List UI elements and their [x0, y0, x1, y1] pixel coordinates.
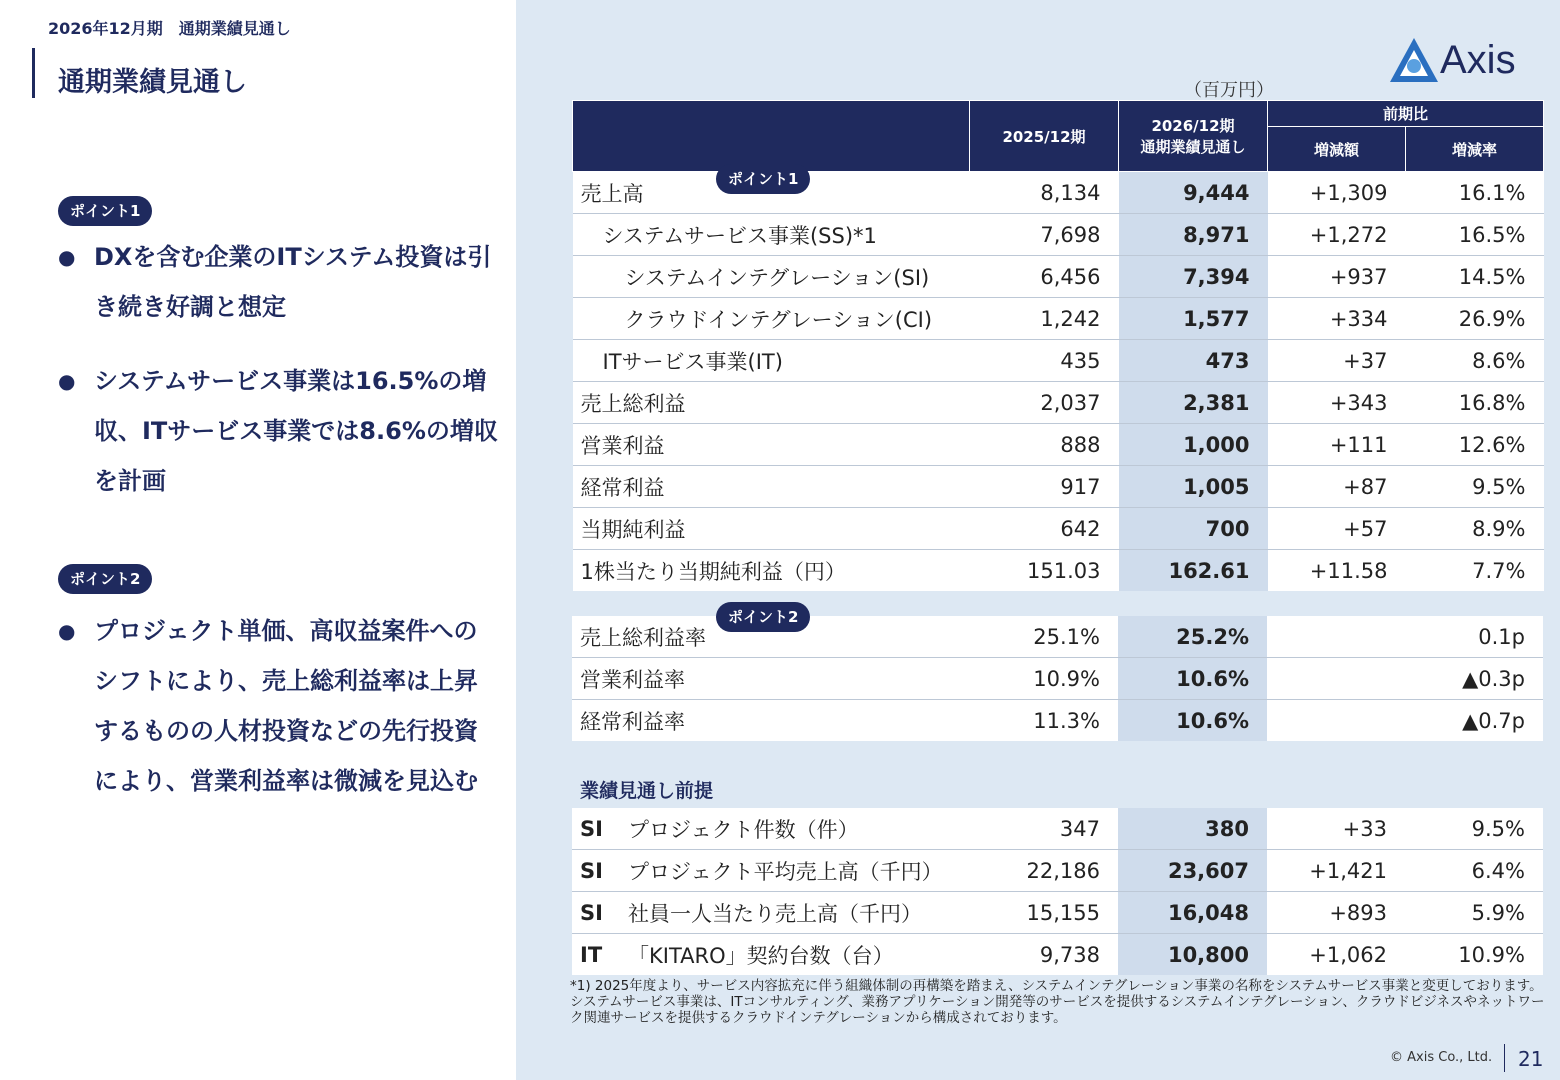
row-diff: +334: [1268, 298, 1406, 340]
row-diff: +33: [1267, 808, 1405, 850]
point2-bullet-1: [58, 606, 498, 806]
row-rate: 12.6%: [1406, 424, 1544, 466]
row-rate: 16.1%: [1406, 172, 1544, 214]
row-prev: 6,456: [970, 256, 1119, 298]
row-rate: 6.4%: [1405, 850, 1543, 892]
row-label: 「KITARO」契約台数（台）: [628, 934, 969, 976]
row-label: 当期純利益: [573, 508, 970, 550]
row-label: 経常利益: [573, 466, 970, 508]
row-fcst: 10.6%: [1118, 658, 1267, 700]
row-fcst: 1,577: [1119, 298, 1268, 340]
table-point1-badge: ポイント1: [716, 164, 810, 194]
row-label: 営業利益: [573, 424, 970, 466]
row-prev: 22,186: [969, 850, 1118, 892]
left-panel: [0, 0, 516, 1080]
header-diff: 増減額: [1268, 127, 1406, 172]
row-fcst: 380: [1118, 808, 1267, 850]
header-rate: 増減率: [1406, 127, 1544, 172]
row-diff: +57: [1268, 508, 1406, 550]
footnote: *1) 2025年度より、サービス内容拡充に伴う組織体制の再構築を踏まえ、システムインテグレーション事業の名称をシステムサービス事業と変更しております。システムサービス事業は、ITコンサルティング、業務アプリケーション開発等のサービスを提供するシステムインテグレーション、クラウドビジネスやネットワーク関連サービスを提供するクラウドインテグレーションから構成されております。: [570, 978, 1545, 1026]
table-row: [573, 256, 1544, 298]
row-diff: +1,421: [1267, 850, 1405, 892]
row-fcst: 162.61: [1119, 550, 1268, 592]
header-fcst-line1: 2026/12期: [1151, 117, 1235, 135]
row-prev: 10.9%: [969, 658, 1118, 700]
row-diff: +343: [1268, 382, 1406, 424]
row-prev: 9,738: [969, 934, 1118, 976]
table-row: [572, 892, 1543, 934]
table-point2-badge: ポイント2: [716, 602, 810, 632]
row-fcst: 700: [1119, 508, 1268, 550]
assumptions-title: 業績見通し前提: [580, 780, 714, 802]
row-fcst: 7,394: [1119, 256, 1268, 298]
row-diff: +1,309: [1268, 172, 1406, 214]
row-diff: +893: [1267, 892, 1405, 934]
page-title: 通期業績見通し: [58, 67, 247, 98]
bullet-text: プロジェクト単価、高収益案件へのシフトにより、売上総利益率は上昇するものの人材投資などの先行投資により、営業利益率は微減を見込む: [94, 617, 478, 795]
row-fcst: 10,800: [1118, 934, 1267, 976]
title-accent-bar: [32, 48, 35, 98]
table-row: [573, 508, 1544, 550]
breadcrumb: 2026年12月期 通期業績見通し: [48, 19, 291, 38]
row-prev: 642: [970, 508, 1119, 550]
row-segment: SI: [572, 808, 628, 850]
table-row: [572, 850, 1543, 892]
row-rate: 9.5%: [1405, 808, 1543, 850]
row-fcst: 9,444: [1119, 172, 1268, 214]
row-prev: 888: [970, 424, 1119, 466]
row-segment: SI: [572, 850, 628, 892]
row-diff: +111: [1268, 424, 1406, 466]
header-fcst-line2: 通期業績見通し: [1140, 138, 1246, 156]
row-rate: 14.5%: [1406, 256, 1544, 298]
copyright: © Axis Co., Ltd.: [1390, 1050, 1493, 1065]
table-row: [572, 808, 1543, 850]
point1-badge: ポイント1: [58, 196, 152, 226]
row-rate: 8.6%: [1406, 340, 1544, 382]
row-prev: 917: [970, 466, 1119, 508]
row-rate: 16.8%: [1406, 382, 1544, 424]
table-row: [573, 298, 1544, 340]
row-fcst: 1,000: [1119, 424, 1268, 466]
row-label: システムインテグレーション(SI): [573, 256, 970, 298]
row-prev: 151.03: [970, 550, 1119, 592]
assumptions-table: [572, 808, 1543, 975]
row-diff: +11.58: [1268, 550, 1406, 592]
row-rate: 7.7%: [1406, 550, 1544, 592]
page-number: 21: [1518, 1047, 1544, 1071]
row-diff: +1,272: [1268, 214, 1406, 256]
header-blank: [573, 101, 970, 172]
row-change: 0.1p: [1267, 616, 1543, 658]
row-diff: +937: [1268, 256, 1406, 298]
table-row: [573, 424, 1544, 466]
row-prev: 347: [969, 808, 1118, 850]
bullet-dot-icon: ●: [58, 619, 76, 643]
row-fcst: 8,971: [1119, 214, 1268, 256]
row-label: 1株当たり当期純利益（円）: [573, 550, 970, 592]
row-label: 営業利益率: [572, 658, 969, 700]
table-row: [573, 466, 1544, 508]
row-rate: 16.5%: [1406, 214, 1544, 256]
row-label: ITサービス事業(IT): [573, 340, 970, 382]
row-label: 経常利益率: [572, 700, 969, 742]
row-fcst: 473: [1119, 340, 1268, 382]
bullet-text: DXを含む企業のITシステム投資は引き続き好調と想定: [94, 243, 492, 321]
row-label: クラウドインテグレーション(CI): [573, 298, 970, 340]
table-row: [572, 700, 1543, 742]
logo-text: Axis: [1440, 38, 1516, 82]
unit-label: （百万円）: [1184, 80, 1274, 101]
table-row: [572, 658, 1543, 700]
axis-logo: [1388, 36, 1538, 88]
table-row: [573, 214, 1544, 256]
row-prev: 11.3%: [969, 700, 1118, 742]
row-fcst: 25.2%: [1118, 616, 1267, 658]
row-diff: +87: [1268, 466, 1406, 508]
row-segment: IT: [572, 934, 628, 976]
row-change: ▲0.3p: [1267, 658, 1543, 700]
row-label: プロジェクト件数（件）: [628, 808, 969, 850]
table-row: [573, 550, 1544, 592]
row-fcst: 1,005: [1119, 466, 1268, 508]
margin-table: [572, 616, 1543, 741]
row-label: 売上高: [573, 172, 970, 214]
point2-badge: ポイント2: [58, 564, 152, 594]
table-row: [573, 382, 1544, 424]
header-fcst: [1119, 101, 1268, 172]
row-diff: +37: [1268, 340, 1406, 382]
row-prev: 15,155: [969, 892, 1118, 934]
bullet-text: システムサービス事業は16.5%の増収、ITサービス事業では8.6%の増収を計画: [94, 367, 498, 495]
table-row: [572, 934, 1543, 976]
row-prev: 435: [970, 340, 1119, 382]
row-label: プロジェクト平均売上高（千円）: [628, 850, 969, 892]
row-fcst: 23,607: [1118, 850, 1267, 892]
row-prev: 1,242: [970, 298, 1119, 340]
row-rate: 10.9%: [1405, 934, 1543, 976]
row-fcst: 10.6%: [1118, 700, 1267, 742]
footer-divider: [1504, 1044, 1505, 1072]
header-prev: 2025/12期: [970, 101, 1119, 172]
row-prev: 2,037: [970, 382, 1119, 424]
row-segment: SI: [572, 892, 628, 934]
row-label: システムサービス事業(SS)*1: [573, 214, 970, 256]
row-diff: +1,062: [1267, 934, 1405, 976]
row-prev: 25.1%: [969, 616, 1118, 658]
table-row: [573, 340, 1544, 382]
row-fcst: 2,381: [1119, 382, 1268, 424]
row-label: 売上総利益: [573, 382, 970, 424]
point1-bullet-1: [58, 232, 498, 332]
row-prev: 7,698: [970, 214, 1119, 256]
row-prev: 8,134: [970, 172, 1119, 214]
row-rate: 26.9%: [1406, 298, 1544, 340]
row-label: 売上総利益率: [572, 616, 969, 658]
row-rate: 8.9%: [1406, 508, 1544, 550]
bullet-dot-icon: ●: [58, 245, 76, 269]
header-group: 前期比: [1268, 101, 1544, 127]
row-rate: 9.5%: [1406, 466, 1544, 508]
bullet-dot-icon: ●: [58, 369, 76, 393]
row-rate: 5.9%: [1405, 892, 1543, 934]
row-fcst: 16,048: [1118, 892, 1267, 934]
row-change: ▲0.7p: [1267, 700, 1543, 742]
point1-bullet-2: [58, 356, 498, 506]
axis-logo-icon: [1388, 36, 1440, 88]
row-label: 社員一人当たり売上高（千円）: [628, 892, 969, 934]
